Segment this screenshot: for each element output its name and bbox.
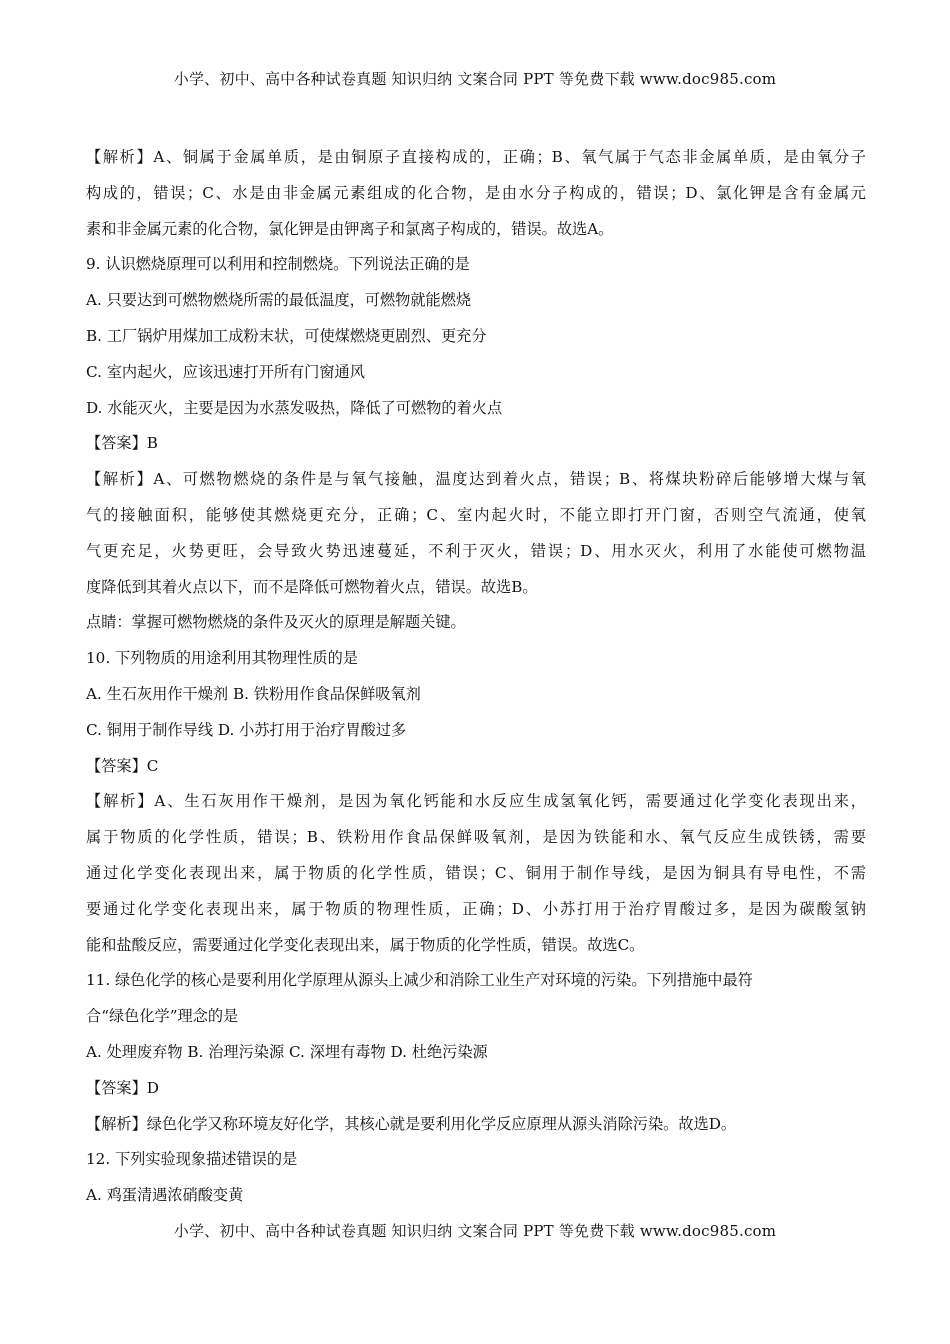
text-line: 气的接触面积，能够使其燃烧更充分，正确；C、室内起火时，不能立即打开门窗，否则空气流通，使氧 (86, 505, 866, 524)
page-footer: 小学、初中、高中各种试卷真题 知识归纳 文案合同 PPT 等免费下载 www.doc985.com (173, 1222, 777, 1240)
text-line: B. 工厂锅炉用煤加工成粉末状，可使煤燃烧更剧烈、更充分 (86, 326, 487, 345)
document-body (86, 140, 866, 1214)
text-line: 【答案】C (86, 756, 159, 775)
text-line: A. 生石灰用作干燥剂 B. 铁粉用作食品保鲜吸氧剂 (86, 684, 421, 703)
text-line: 9. 认识燃烧原理可以利用和控制燃烧。下列说法正确的是 (86, 255, 470, 274)
text-line: 【解析】绿色化学又称环境友好化学，其核心就是要利用化学反应原理从源头消除污染。故选D。 (86, 1114, 737, 1133)
text-line: 点睛：掌握可燃物燃烧的条件及灭火的原理是解题关键。 (86, 613, 466, 632)
text-line: 【答案】B (86, 434, 158, 453)
text-line: A. 只要达到可燃物燃烧所需的最低温度，可燃物就能燃烧 (86, 291, 472, 310)
text-line: 度降低到其着火点以下，而不是降低可燃物着火点，错误。故选B。 (86, 577, 538, 596)
text-line: 10. 下列物质的用途利用其物理性质的是 (86, 649, 358, 668)
text-line: 素和非金属元素的化合物，氯化钾是由钾离子和氯离子构成的，错误。故选A。 (86, 219, 614, 238)
text-line: A. 处理废弃物 B. 治理污染源 C. 深埋有毒物 D. 杜绝污染源 (86, 1042, 488, 1061)
page-header: 小学、初中、高中各种试卷真题 知识归纳 文案合同 PPT 等免费下载 www.doc985.com (173, 70, 777, 88)
text-line: 12. 下列实验现象描述错误的是 (86, 1150, 298, 1169)
text-line: 【答案】D (86, 1078, 159, 1097)
text-line: 构成的，错误；C、水是由非金属元素组成的化合物，是由水分子构成的，错误；D、氯化钾是含有金属元 (86, 183, 866, 202)
text-line: 【解析】A、铜属于金属单质，是由铜原子直接构成的，正确；B、氧气属于气态非金属单质，是由氧分子 (86, 148, 866, 166)
text-line: 【解析】A、可燃物燃烧的条件是与氧气接触，温度达到着火点，错误；B、将煤块粉碎后能够增大煤与氧 (86, 470, 866, 489)
text-line: 通过化学变化表现出来，属于物质的化学性质，错误；C、铜用于制作导线，是因为铜具有导电性，不需 (86, 863, 866, 882)
text-line: D. 水能灭火，主要是因为水蒸发吸热，降低了可燃物的着火点 (86, 398, 503, 417)
text-line: A. 鸡蛋清遇浓硝酸变黄 (86, 1186, 244, 1205)
text-line: C. 铜用于制作导线 D. 小苏打用于治疗胃酸过多 (86, 720, 407, 739)
text-line: 属于物质的化学性质，错误；B、铁粉用作食品保鲜吸氧剂，是因为铁能和水、氧气反应生成铁锈，需要 (86, 828, 866, 847)
text-line: 【解析】A、生石灰用作干燥剂，是因为氧化钙能和水反应生成氢氧化钙，需要通过化学变化表现出来， (86, 792, 866, 811)
text-line: 合“绿色化学”理念的是 (86, 1007, 239, 1026)
text-line: 要通过化学变化表现出来，属于物质的物理性质，正确；D、小苏打用于治疗胃酸过多，是因为碳酸氢钠 (86, 899, 866, 918)
text-line: C. 室内起火，应该迅速打开所有门窗通风 (86, 362, 365, 381)
text-line: 气更充足，火势更旺，会导致火势迅速蔓延，不利于灭火，错误；D、用水灭火，利用了水能使可燃物温 (86, 541, 866, 560)
text-line: 11. 绿色化学的核心是要利用化学原理从源头上减少和消除工业生产对环境的污染。下列措施中最符 (86, 971, 753, 990)
text-line: 能和盐酸反应，需要通过化学变化表现出来，属于物质的化学性质，错误。故选C。 (86, 935, 645, 954)
